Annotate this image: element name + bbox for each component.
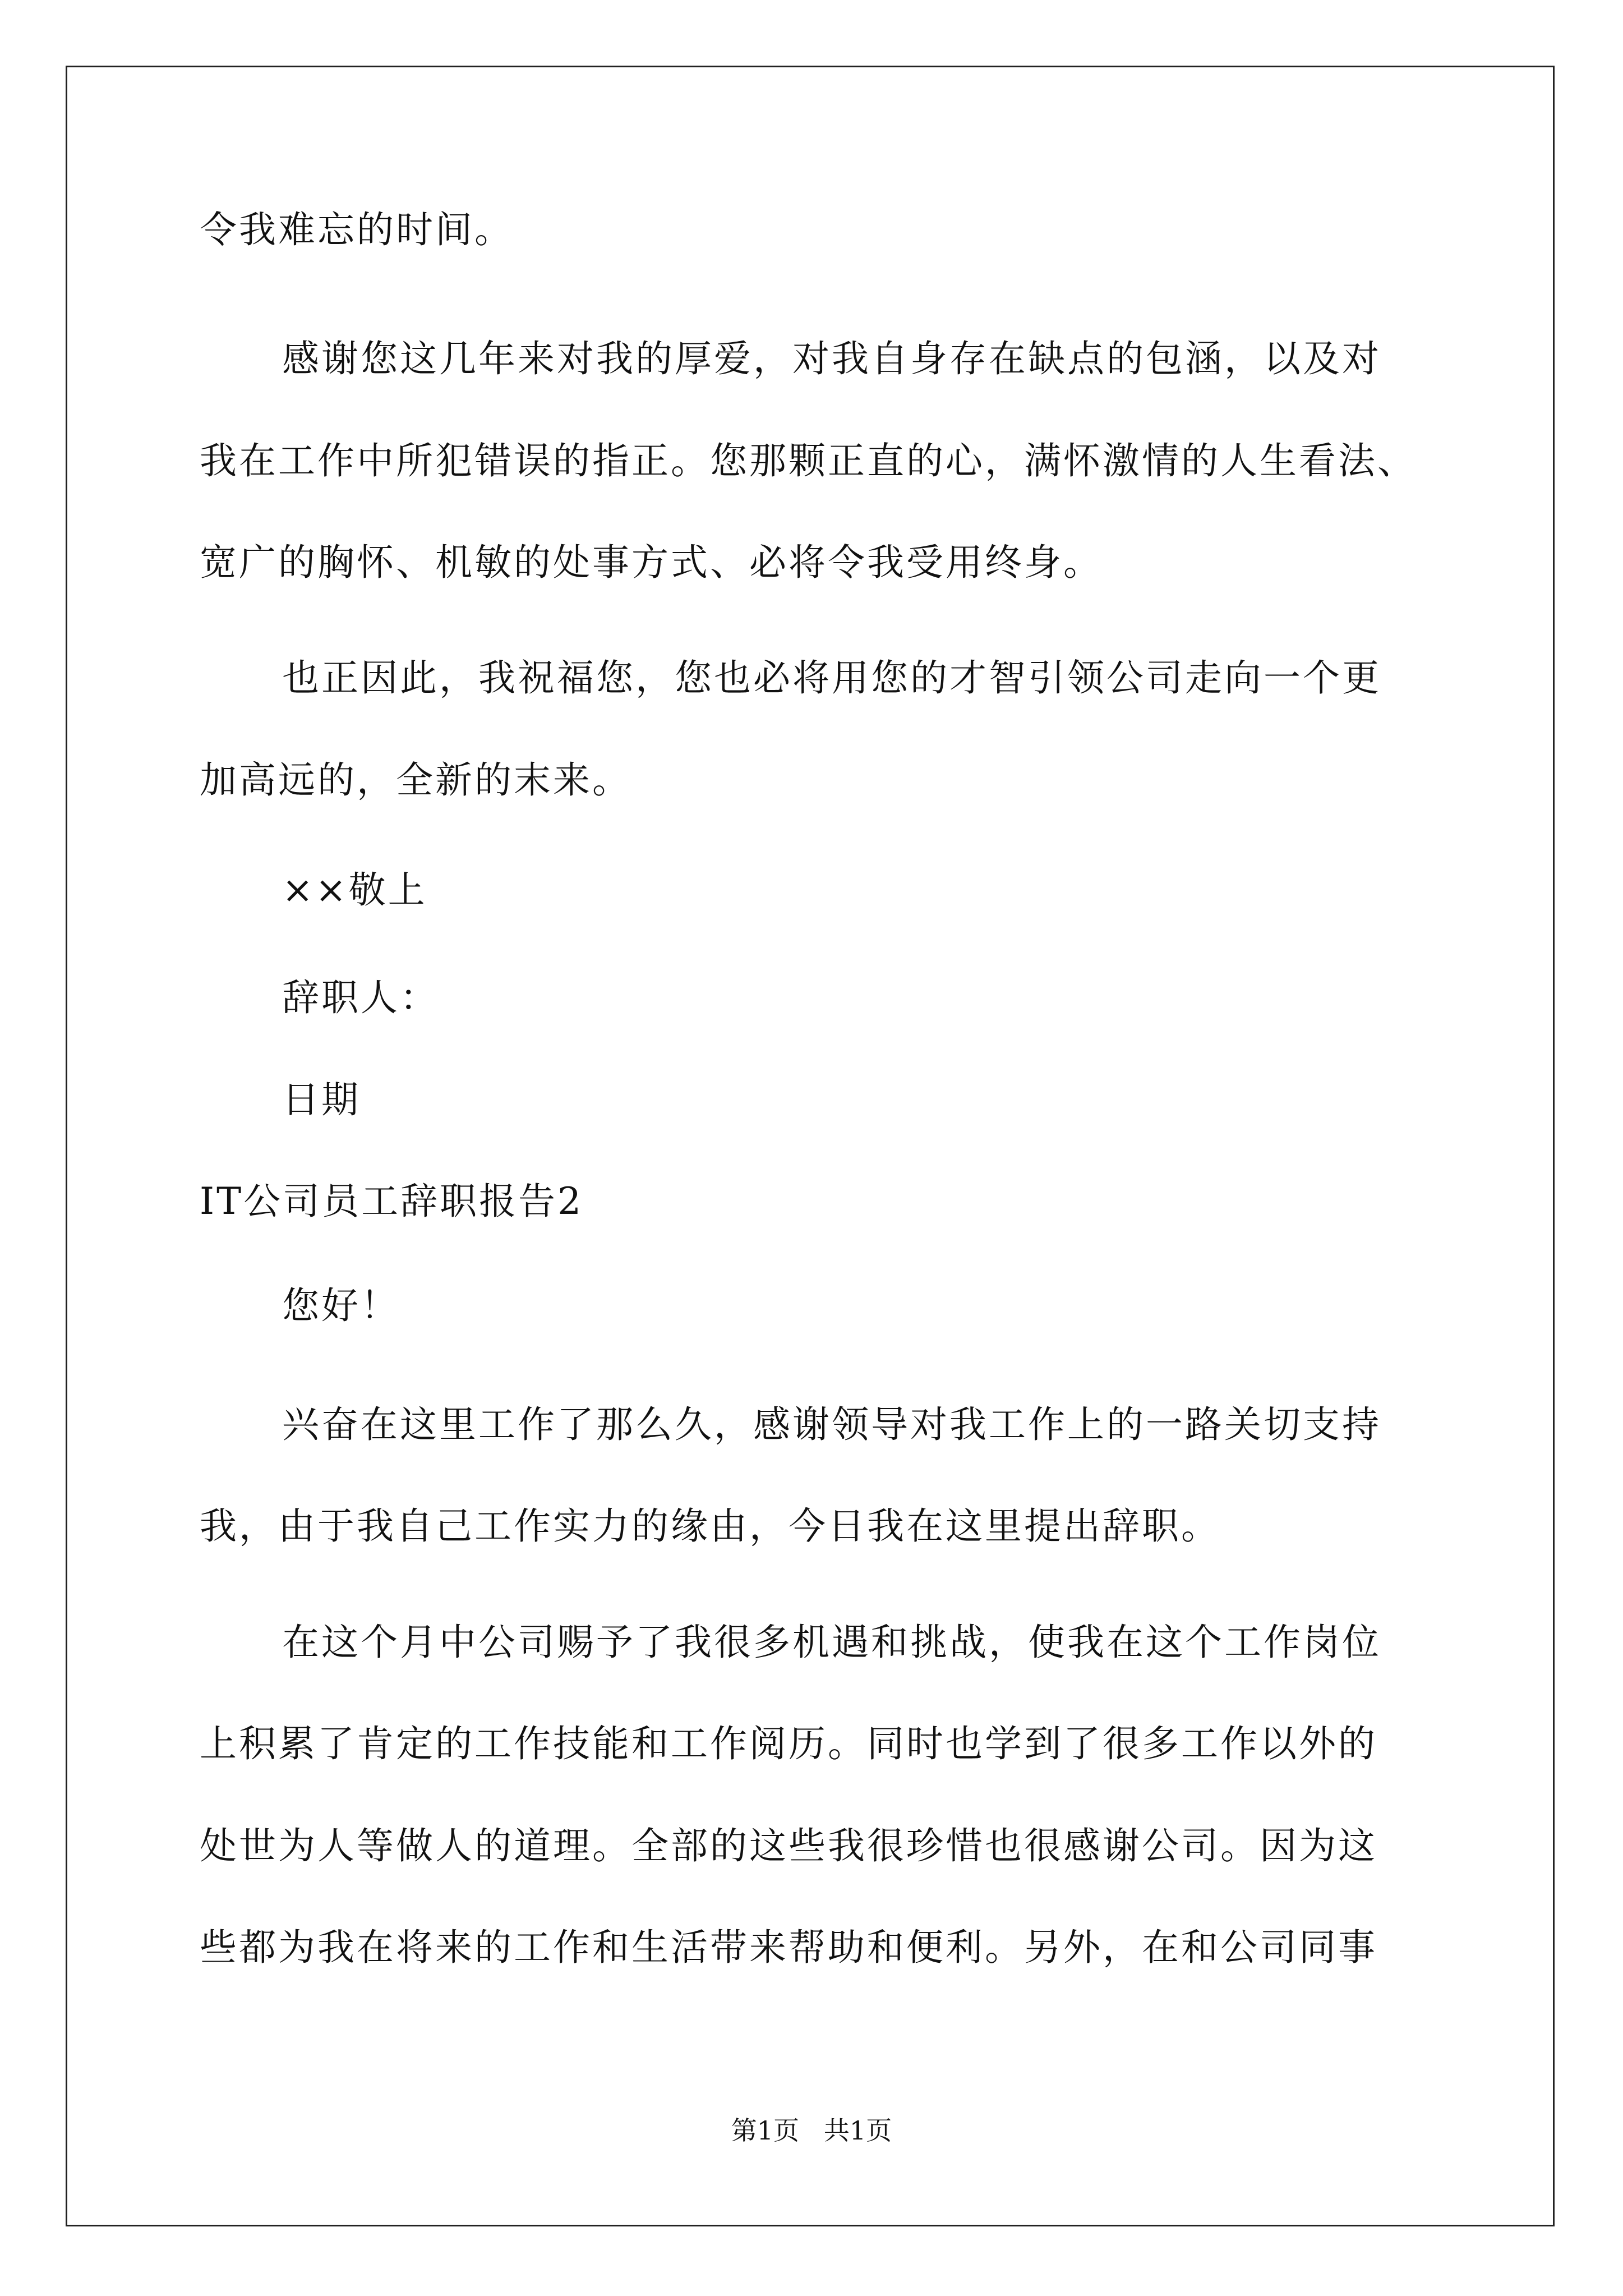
date-label: 日期 bbox=[282, 1078, 361, 1121]
greeting: 您好！ bbox=[282, 1284, 400, 1327]
page-border bbox=[66, 66, 1555, 2226]
text-line: 些都为我在将来的工作和生活带来帮助和便利。另外，在和公司同事 bbox=[200, 1926, 1377, 1969]
text-line: 在这个月中公司赐予了我很多机遇和挑战，使我在这个工作岗位 bbox=[282, 1621, 1381, 1664]
text-line: 加高远的，全新的末来。 bbox=[200, 758, 631, 802]
text-line: 我，由于我自己工作实力的缘由，今日我在这里提出辞职。 bbox=[200, 1504, 1220, 1548]
text-line: 上积累了肯定的工作技能和工作阅历。同时也学到了很多工作以外的 bbox=[200, 1722, 1377, 1765]
resigner-label: 辞职人： bbox=[282, 976, 439, 1019]
text-line: 我在工作中所犯错误的指正。您那颗正直的心，满怀激情的人生看法、 bbox=[200, 439, 1417, 482]
text-line: 也正因此，我祝福您，您也必将用您的才智引领公司走向一个更 bbox=[282, 656, 1381, 700]
text-line: 令我难忘的时间。 bbox=[200, 208, 514, 251]
text-line: 宽广的胸怀、机敏的处事方式、必将令我受用终身。 bbox=[200, 541, 1103, 584]
page-footer: 第1页 共1页 bbox=[731, 2115, 892, 2146]
text-line: 感谢您这几年来对我的厚爱，对我自身存在缺点的包涵，以及对 bbox=[282, 337, 1381, 380]
text-line: 兴奋在这里工作了那么久，感谢领导对我工作上的一路关切支持 bbox=[282, 1403, 1381, 1446]
text-line: 处世为人等做人的道理。全部的这些我很珍惜也很感谢公司。因为这 bbox=[200, 1824, 1377, 1867]
section-heading: IT公司员工辞职报告2 bbox=[200, 1180, 584, 1223]
signature-line: ××敬上 bbox=[282, 868, 427, 912]
